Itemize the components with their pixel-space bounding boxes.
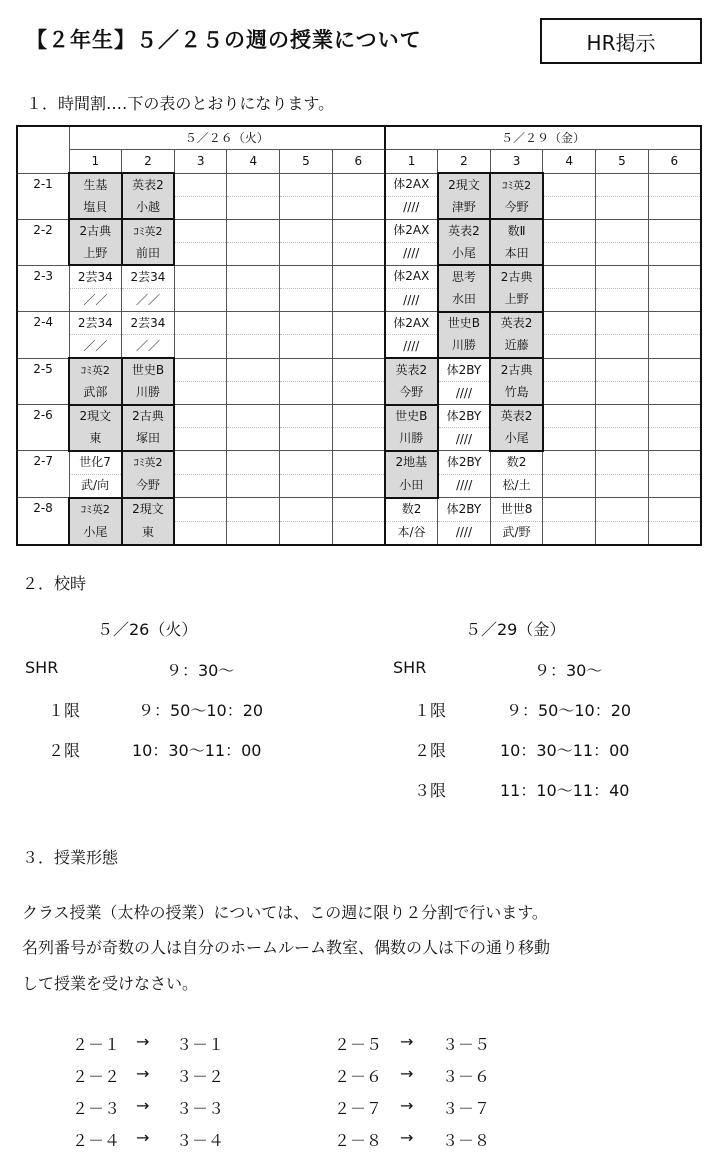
empty-cell (648, 521, 701, 545)
lesson-cell: 生基 (69, 173, 122, 196)
lesson-cell: 英表2 (490, 405, 543, 428)
lesson-cell: 体2AX (385, 173, 438, 196)
schedule-period-time: ９：50～10：20 (138, 701, 264, 720)
empty-cell (280, 474, 333, 498)
empty-cell (648, 358, 701, 382)
empty-cell (174, 196, 227, 219)
empty-cell (227, 498, 280, 522)
lesson-cell: ／／ (69, 335, 122, 359)
class-label: 2-6 (17, 405, 69, 451)
empty-cell (332, 498, 385, 522)
move-to-room: ３－１ (176, 1035, 225, 1054)
move-to-room: ３－５ (442, 1035, 491, 1054)
empty-cell (543, 265, 596, 289)
empty-cell (227, 173, 280, 196)
period-number: 6 (332, 150, 385, 174)
hr-notice-badge: HR掲示 (540, 18, 702, 64)
class-label: 2-2 (17, 219, 69, 265)
period-number: 1 (385, 150, 438, 174)
class-label: 2-4 (17, 312, 69, 359)
empty-cell (332, 312, 385, 335)
empty-cell (332, 451, 385, 475)
lesson-cell: 世世8 (490, 498, 543, 522)
empty-cell (227, 289, 280, 312)
empty-cell (543, 521, 596, 545)
period-number: 5 (596, 150, 649, 174)
empty-cell (648, 474, 701, 498)
empty-cell (648, 405, 701, 428)
schedule-period-time: ９：50～10：20 (506, 701, 632, 720)
empty-cell (227, 196, 280, 219)
empty-cell (227, 242, 280, 265)
lesson-cell: ／／ (69, 289, 122, 312)
lesson-cell: 竹島 (490, 382, 543, 405)
move-from-class: ２－３ (72, 1099, 121, 1118)
lesson-cell: 体2BY (438, 405, 491, 428)
empty-cell (174, 265, 227, 289)
schedule-period-label: SHR (25, 658, 59, 677)
lesson-cell: 川勝 (438, 335, 491, 359)
empty-cell (280, 219, 333, 242)
empty-cell (174, 242, 227, 265)
schedule-period-label: ３限 (414, 781, 447, 800)
lesson-cell: 松/土 (490, 474, 543, 498)
empty-cell (174, 498, 227, 522)
lesson-cell: 本田 (490, 242, 543, 265)
empty-cell (543, 242, 596, 265)
empty-cell (648, 289, 701, 312)
empty-cell (280, 521, 333, 545)
empty-cell (280, 358, 333, 382)
empty-cell (543, 173, 596, 196)
move-to-room: ３－４ (176, 1131, 225, 1150)
empty-cell (332, 242, 385, 265)
empty-cell (596, 498, 649, 522)
empty-cell (227, 358, 280, 382)
empty-cell (332, 196, 385, 219)
format-paragraph-line-3: して授業を受けなさい。 (22, 974, 199, 993)
lesson-cell: //// (385, 335, 438, 359)
schedule-period-time: 10：30～11：00 (500, 741, 630, 760)
move-arrow: → (136, 1128, 150, 1147)
move-from-class: ２－２ (72, 1067, 121, 1086)
section-timetable-heading: １．時間割‥‥下の表のとおりになります。 (26, 94, 335, 113)
lesson-cell: 武/向 (69, 474, 122, 498)
lesson-cell: ｺﾐ英2 (69, 498, 122, 522)
empty-cell (543, 312, 596, 335)
empty-cell (596, 428, 649, 451)
lesson-cell: ｺﾐ英2 (69, 358, 122, 382)
lesson-cell: ｺﾐ英2 (122, 219, 175, 242)
schedule-period-label: １限 (414, 701, 447, 720)
move-to-room: ３－２ (176, 1067, 225, 1086)
empty-cell (280, 312, 333, 335)
lesson-cell: 世化7 (69, 451, 122, 475)
empty-cell (648, 335, 701, 359)
lesson-cell: 小越 (122, 196, 175, 219)
move-arrow: → (136, 1096, 150, 1115)
period-number: 4 (543, 150, 596, 174)
empty-cell (596, 358, 649, 382)
empty-cell (332, 474, 385, 498)
lesson-cell: 思考 (438, 265, 491, 289)
empty-cell (543, 428, 596, 451)
period-number: 5 (280, 150, 333, 174)
empty-cell (280, 382, 333, 405)
empty-cell (174, 358, 227, 382)
empty-cell (280, 173, 333, 196)
empty-cell (543, 382, 596, 405)
lesson-cell: //// (385, 289, 438, 312)
empty-cell (332, 219, 385, 242)
empty-cell (174, 405, 227, 428)
lesson-cell: 2地基 (385, 451, 438, 475)
lesson-cell: 2現文 (438, 173, 491, 196)
lesson-cell: ｺﾐ英2 (122, 451, 175, 475)
empty-cell (174, 474, 227, 498)
empty-cell (648, 312, 701, 335)
period-number: 1 (69, 150, 122, 174)
lesson-cell: 2現文 (69, 405, 122, 428)
lesson-cell: 体2BY (438, 451, 491, 475)
empty-cell (596, 289, 649, 312)
move-arrow: → (136, 1064, 150, 1083)
empty-cell (280, 335, 333, 359)
empty-cell (648, 173, 701, 196)
lesson-cell: 体2AX (385, 265, 438, 289)
lesson-cell: 英表2 (490, 312, 543, 335)
class-label: 2-3 (17, 265, 69, 312)
class-label: 2-7 (17, 451, 69, 498)
empty-cell (332, 358, 385, 382)
timetable (16, 125, 702, 546)
lesson-cell: 武/野 (490, 521, 543, 545)
empty-cell (648, 219, 701, 242)
empty-cell (596, 521, 649, 545)
empty-cell (227, 405, 280, 428)
move-to-room: ３－３ (176, 1099, 225, 1118)
lesson-cell: 2現文 (122, 498, 175, 522)
empty-cell (648, 265, 701, 289)
lesson-cell: 2古典 (122, 405, 175, 428)
empty-cell (332, 405, 385, 428)
empty-cell (543, 498, 596, 522)
empty-cell (596, 312, 649, 335)
lesson-cell: 本/谷 (385, 521, 438, 545)
empty-cell (227, 451, 280, 475)
lesson-cell: 小尾 (490, 428, 543, 451)
empty-cell (280, 196, 333, 219)
move-arrow: → (400, 1032, 414, 1051)
lesson-cell: //// (385, 242, 438, 265)
lesson-cell: 今野 (122, 474, 175, 498)
empty-cell (543, 451, 596, 475)
move-from-class: ２－７ (334, 1099, 383, 1118)
lesson-cell: //// (385, 196, 438, 219)
empty-cell (543, 335, 596, 359)
move-from-class: ２－５ (334, 1035, 383, 1054)
period-number: 2 (438, 150, 491, 174)
day-header-fri: ５／２９（金） (385, 126, 701, 150)
schedule-period-label: SHR (393, 658, 427, 677)
lesson-cell: 津野 (438, 196, 491, 219)
schedule-period-time: 11：10～11：40 (500, 781, 630, 800)
period-number: 3 (490, 150, 543, 174)
lesson-cell: 前田 (122, 242, 175, 265)
lesson-cell: 川勝 (122, 382, 175, 405)
move-arrow: → (400, 1128, 414, 1147)
lesson-cell: 世史B (385, 405, 438, 428)
empty-cell (332, 382, 385, 405)
schedule-period-time: ９：30～ (534, 661, 603, 680)
empty-cell (174, 219, 227, 242)
lesson-cell: 今野 (490, 196, 543, 219)
move-to-room: ３－６ (442, 1067, 491, 1086)
empty-cell (596, 335, 649, 359)
lesson-cell: ／／ (122, 289, 175, 312)
empty-cell (174, 451, 227, 475)
empty-cell (174, 335, 227, 359)
move-arrow: → (400, 1064, 414, 1083)
empty-cell (596, 265, 649, 289)
move-from-class: ２－４ (72, 1131, 121, 1150)
empty-cell (648, 451, 701, 475)
lesson-cell: 体2AX (385, 312, 438, 335)
day-header-tue: ５／２６（火） (69, 126, 385, 150)
empty-cell (227, 382, 280, 405)
move-to-room: ３－７ (442, 1099, 491, 1118)
lesson-cell: 近藤 (490, 335, 543, 359)
lesson-cell: 武部 (69, 382, 122, 405)
lesson-cell: //// (438, 382, 491, 405)
format-paragraph-line-2: 名列番号が奇数の人は自分のホームルーム教室、偶数の人は下の通り移動 (22, 938, 551, 957)
lesson-cell: 今野 (385, 382, 438, 405)
empty-cell (280, 242, 333, 265)
empty-cell (280, 428, 333, 451)
empty-cell (280, 405, 333, 428)
empty-cell (648, 428, 701, 451)
lesson-cell: 2芸34 (69, 312, 122, 335)
lesson-cell: 上野 (490, 289, 543, 312)
empty-cell (596, 219, 649, 242)
period-number: 4 (227, 150, 280, 174)
empty-cell (227, 335, 280, 359)
lesson-cell: //// (438, 474, 491, 498)
lesson-cell: 川勝 (385, 428, 438, 451)
lesson-cell: 数2 (385, 498, 438, 522)
lesson-cell: //// (438, 521, 491, 545)
empty-cell (332, 335, 385, 359)
empty-cell (280, 265, 333, 289)
empty-cell (543, 289, 596, 312)
lesson-cell: 数Ⅱ (490, 219, 543, 242)
empty-cell (280, 289, 333, 312)
empty-cell (596, 382, 649, 405)
lesson-cell: 2芸34 (69, 265, 122, 289)
lesson-cell: 英表2 (438, 219, 491, 242)
empty-cell (596, 173, 649, 196)
period-number: 6 (648, 150, 701, 174)
lesson-cell: 英表2 (385, 358, 438, 382)
empty-cell (174, 312, 227, 335)
lesson-cell: 数2 (490, 451, 543, 475)
empty-cell (332, 289, 385, 312)
lesson-cell: ｺﾐ英2 (490, 173, 543, 196)
empty-cell (332, 265, 385, 289)
empty-cell (543, 405, 596, 428)
empty-cell (174, 428, 227, 451)
lesson-cell: 世史B (438, 312, 491, 335)
lesson-cell: 小田 (385, 474, 438, 498)
empty-cell (543, 196, 596, 219)
class-label: 2-1 (17, 173, 69, 219)
empty-cell (174, 173, 227, 196)
empty-cell (596, 196, 649, 219)
lesson-cell: 体2BY (438, 498, 491, 522)
lesson-cell: 世史B (122, 358, 175, 382)
class-label: 2-8 (17, 498, 69, 545)
lesson-cell: 2芸34 (122, 265, 175, 289)
empty-cell (174, 289, 227, 312)
empty-cell (543, 358, 596, 382)
lesson-cell: 2古典 (490, 358, 543, 382)
empty-cell (227, 474, 280, 498)
lesson-cell: 小尾 (69, 521, 122, 545)
lesson-cell: 体2BY (438, 358, 491, 382)
move-from-class: ２－６ (334, 1067, 383, 1086)
lesson-cell: 小尾 (438, 242, 491, 265)
empty-cell (227, 428, 280, 451)
section-periods-heading: ２．校時 (22, 574, 87, 593)
period-number: 3 (174, 150, 227, 174)
lesson-cell: 上野 (69, 242, 122, 265)
empty-cell (332, 521, 385, 545)
class-label: 2-5 (17, 358, 69, 405)
corner-cell (17, 126, 69, 173)
section-format-heading: ３．授業形態 (22, 848, 119, 867)
empty-cell (332, 428, 385, 451)
move-from-class: ２－１ (72, 1035, 121, 1054)
empty-cell (332, 173, 385, 196)
lesson-cell: 体2AX (385, 219, 438, 242)
lesson-cell: 塩貝 (69, 196, 122, 219)
schedule-period-label: ２限 (414, 741, 447, 760)
empty-cell (174, 521, 227, 545)
schedule-period-time: 10：30～11：00 (132, 741, 262, 760)
schedule-period-time: ９：30～ (166, 661, 235, 680)
lesson-cell: 塚田 (122, 428, 175, 451)
lesson-cell: //// (438, 428, 491, 451)
empty-cell (648, 498, 701, 522)
empty-cell (227, 265, 280, 289)
empty-cell (280, 498, 333, 522)
empty-cell (648, 382, 701, 405)
lesson-cell: 2古典 (69, 219, 122, 242)
lesson-cell: 東 (69, 428, 122, 451)
empty-cell (174, 382, 227, 405)
move-to-room: ３－８ (442, 1131, 491, 1150)
lesson-cell: 2古典 (490, 265, 543, 289)
move-arrow: → (400, 1096, 414, 1115)
empty-cell (543, 219, 596, 242)
schedule-period-label: １限 (48, 701, 81, 720)
empty-cell (596, 474, 649, 498)
empty-cell (648, 242, 701, 265)
page-title: 【２年生】５／２５の週の授業について (26, 28, 422, 52)
empty-cell (596, 405, 649, 428)
empty-cell (596, 242, 649, 265)
empty-cell (227, 219, 280, 242)
format-paragraph-line-1: クラス授業（太枠の授業）については、この週に限り２分割で行います。 (22, 903, 548, 922)
lesson-cell: ／／ (122, 335, 175, 359)
empty-cell (543, 474, 596, 498)
empty-cell (648, 196, 701, 219)
period-number: 2 (122, 150, 175, 174)
empty-cell (227, 521, 280, 545)
empty-cell (227, 312, 280, 335)
schedule-date-left: ５／26（火） (97, 620, 198, 639)
lesson-cell: 2芸34 (122, 312, 175, 335)
empty-cell (596, 451, 649, 475)
lesson-cell: 東 (122, 521, 175, 545)
lesson-cell: 英表2 (122, 173, 175, 196)
schedule-period-label: ２限 (48, 741, 81, 760)
move-arrow: → (136, 1032, 150, 1051)
schedule-date-right: ５／29（金） (465, 620, 566, 639)
empty-cell (280, 451, 333, 475)
move-from-class: ２－８ (334, 1131, 383, 1150)
lesson-cell: 水田 (438, 289, 491, 312)
